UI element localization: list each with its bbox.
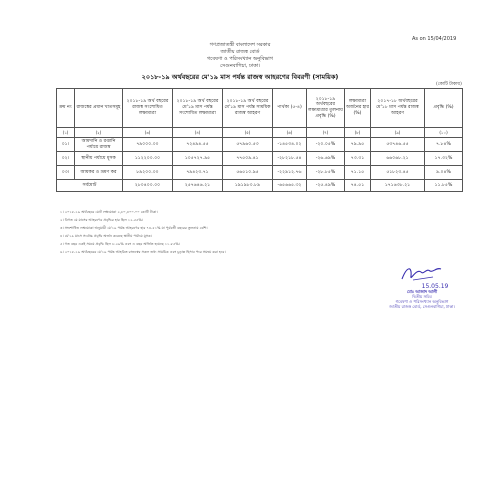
target-to-date: ৭২৪৯৪.৫৫: [173, 138, 223, 152]
footnote: ১। ২০১৮-১৯ অর্থবছরে মোট লক্ষ্যমাত্রা ২,৮০,৪০০.০০ কোটি টাকা।: [60, 210, 158, 214]
previous-year-collection: ১৭১৬৩৮.২১: [371, 180, 425, 192]
signature-block: [372, 262, 472, 309]
signatory-designation: দ্বিতীয় সচিব: [412, 294, 432, 299]
table-total-row: [57, 180, 463, 192]
column-header: প্রবৃদ্ধি (%): [425, 89, 463, 128]
growth-vs-target: -২৬.৬৯%: [307, 152, 345, 166]
previous-year-collection: ৫১৮২৩.৪৫: [371, 166, 425, 180]
reference-date: As on 15/04/2019: [412, 36, 457, 42]
collection-to-date: ৫৬৫১০.৯৫: [223, 166, 273, 180]
difference: -১৪৫৩৪.০২: [273, 138, 307, 152]
total-label: সর্বমোট: [57, 180, 123, 192]
target-to-date: ১০৫৭২৭.৯৫: [173, 152, 223, 166]
table-row: [57, 152, 463, 166]
column-index: (৬): [273, 128, 307, 138]
header-wing: গবেষণা ও পরিসংখ্যান অনুবিভাগ: [207, 56, 273, 62]
growth-percent: ৯.০৪%: [425, 166, 463, 180]
column-index: (৩): [123, 128, 173, 138]
header-board: জাতীয় রাজস্ব বোর্ড: [220, 49, 260, 55]
column-header: লক্ষ্যমাত্রা অর্জনের হার (%): [345, 89, 371, 128]
column-header: ক্রম নং: [57, 89, 75, 128]
column-index: (৯): [371, 128, 425, 138]
column-index: (৭): [307, 128, 345, 138]
revised-target: ৭৯০০০.০০: [123, 138, 173, 152]
growth-percent: ১১.৮৫%: [425, 180, 463, 192]
difference: -২৮২১৮.৫৪: [273, 152, 307, 166]
column-header: ২০১৮-১৯ অর্থ বছরের মে'১৯ মাস পর্যন্ত সাময়িক রাজস্ব আহরণ: [223, 89, 273, 128]
column-index: (১): [57, 128, 75, 138]
footnotes: [60, 208, 460, 256]
footnote: ৩। সংশোধিত লক্ষ্যমাত্রা অনুযায়ী মে'১৯ পর্যন্ত আহরণের হার ৭৪.৫১% যা পূর্ববর্তী বছরের তুলনায় বেশি।: [60, 226, 208, 230]
collection-to-date: ৫৭৯৬০.৫৩: [223, 138, 273, 152]
signatory-office: গবেষণা ও পরিসংখ্যান অনুবিভাগ: [395, 299, 449, 304]
table-row: [57, 166, 463, 180]
footnote: ৫। গত বছর একই সময়ে প্রবৃদ্ধি ছিল ৮.২৯% এবং এ বছর অর্জিত হয়েছে ১১.৮৫%।: [60, 242, 180, 246]
footnote: ৪। মে'১৯ মাসে সর্বোচ্চ প্রবৃদ্ধি অর্জন করেছে স্থানীয় পর্যায়ে মূসক।: [60, 234, 152, 238]
growth-vs-target: -২৫.৪৯%: [307, 180, 345, 192]
row-number: ০২।: [57, 152, 75, 166]
achievement-rate: ৭৩.৩১: [345, 152, 371, 166]
row-number: ০১।: [57, 138, 75, 152]
signatory-office-address: জাতীয় রাজস্ব বোর্ড, সেগুনবাগিচা, ঢাকা।: [389, 304, 455, 309]
column-header: ২০১৮-১৯ অর্থ বছরের মে'১৯ মাস পর্যন্ত সংশোধিত লক্ষ্যমাত্রা: [173, 89, 223, 128]
column-header: পার্থক্য (৫-৪): [273, 89, 307, 128]
target-to-date: ২৫৭৬৪৬.২১: [173, 180, 223, 192]
column-header: ২০১৮-১৯ অর্থ বছরের রাজস্ব সংশোধিত লক্ষ্যমাত্রা: [123, 89, 173, 128]
target-to-date: ৭৯৪২৩.৭১: [173, 166, 223, 180]
achievement-rate: ৭৪.৫১: [345, 180, 371, 192]
footnote: ৬। ২০১৮-১৯ অর্থবছরের মে'১৯ পর্যন্ত আহরিত রাজস্বের সকল তথ্য সাময়িক এবং চূড়ান্ত হিসাব পরে সমন্বয় করা হবে।: [60, 250, 226, 254]
collection-to-date: ১৯১৯৮০.৮৯: [223, 180, 273, 192]
table-index-row: [57, 128, 463, 138]
difference: -৬৫৬৬৫.৩২: [273, 180, 307, 192]
unit-label: (কোটি টাকায়): [436, 82, 462, 87]
revenue-head: আয়কর ও ভ্রমণ কর: [75, 166, 123, 180]
column-header: ২০১৭-১৮ অর্থবছরের মে'১৮ মাস পর্যন্ত রাজস্ব আহরণ: [371, 89, 425, 128]
growth-percent: ১৭.৩২%: [425, 152, 463, 166]
previous-year-collection: ৫৩৭৪৬.৫৫: [371, 138, 425, 152]
achievement-rate: ৭১.১৫: [345, 166, 371, 180]
revenue-table: [56, 88, 463, 192]
growth-vs-target: -২০.০৫%: [307, 138, 345, 152]
previous-year-collection: ৬৬০৬৮.২১: [371, 152, 425, 166]
signature-scribble-icon: [399, 262, 445, 284]
document-title: ২০১৮-১৯ অর্থবছরের মে'১৯ মাস পর্যন্ত রাজস্ব আহরণের বিবরণী (সাময়িক): [141, 73, 339, 81]
revised-target: ২৮০৪০০.০০: [123, 180, 173, 192]
revenue-head: স্থানীয় পর্যায়ে মূসক: [75, 152, 123, 166]
header-government: গণপ্রজাতন্ত্রী বাংলাদেশ সরকার: [209, 42, 271, 48]
signature-date: 15.05.19: [421, 283, 449, 290]
footnote: ২। বিগত মে মাসের আহরণের প্রবৃদ্ধির হার ছিল ১২.৫৫%।: [60, 218, 144, 222]
table-header-row: [57, 89, 463, 128]
column-index: (৮): [345, 128, 371, 138]
column-index: (৪): [173, 128, 223, 138]
revised-target: ১১২২০০.০০: [123, 152, 173, 166]
row-number: ০৩।: [57, 166, 75, 180]
column-index: (২): [75, 128, 123, 138]
growth-vs-target: -২৮.৮৫%: [307, 166, 345, 180]
revenue-head: আমদানি ও রপ্তানি পর্যায়ে রাজস্ব: [75, 138, 123, 152]
growth-percent: ৭.৮৪%: [425, 138, 463, 152]
column-index: (১০): [425, 128, 463, 138]
column-header: রাজস্বের প্রধান খাতসমূহ: [75, 89, 123, 128]
column-index: (৫): [223, 128, 273, 138]
table-row: [57, 138, 463, 152]
difference: -২২৯১২.৭৬: [273, 166, 307, 180]
collection-to-date: ৭৭৫০৯.৪১: [223, 152, 273, 166]
column-header: ২০১৮-১৯ অর্থবছরের লক্ষ্যমাত্রার তুলনায় প্রবৃদ্ধি (%): [307, 89, 345, 128]
header-address: সেগুনবাগিচা, ঢাকা।: [219, 63, 261, 69]
signatory-name: মোঃ আজাদ আলী: [406, 289, 438, 294]
achievement-rate: ৭৯.৯৫: [345, 138, 371, 152]
revised-target: ৮৯২০০.০০: [123, 166, 173, 180]
